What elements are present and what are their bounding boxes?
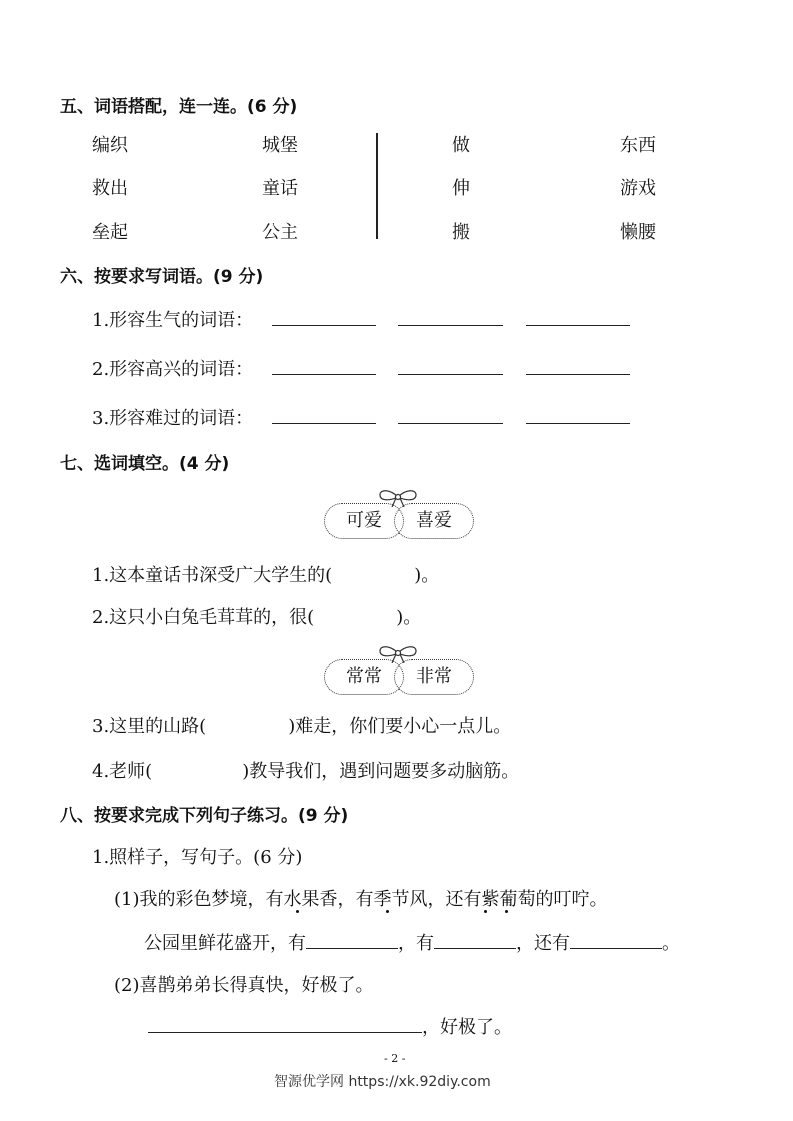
question-text: 1.这本童话书深受广大学生的( (92, 565, 333, 586)
question-text: )教导我们，遇到问题要多动脑筋。 (242, 761, 520, 782)
section5-heading: 五、词语搭配，连一连。(6 分) (60, 97, 298, 117)
example-sentence: (1)我的彩色梦境，有水果香，有季节风，还有紫葡萄的叮咛。 (114, 889, 608, 910)
answer-line[interactable] (398, 374, 503, 375)
question-text: )难走，你们要小心一点儿。 (288, 716, 512, 737)
column-divider (376, 133, 378, 239)
sentence-text: ，还有 (516, 933, 570, 954)
emphasis-dot (505, 910, 508, 913)
word-choice-box-2 (324, 643, 472, 703)
answer-line[interactable] (272, 374, 376, 375)
section7-heading: 七、选词填空。(4 分) (60, 454, 230, 474)
question-text: 4.老师( (92, 761, 153, 782)
question-text: )。 (414, 565, 440, 586)
word-choice-box-1 (324, 487, 472, 547)
sentence-text: ，有 (398, 933, 434, 954)
word-prompt-label: 3.形容难过的词语： (92, 408, 254, 429)
example-sentence: (2)喜鹊弟弟长得真快，好极了。 (114, 975, 374, 996)
word-option: 常常 (324, 659, 404, 695)
word-prompt-3 (92, 404, 253, 430)
imitation-sentence (148, 1013, 512, 1039)
match-left-word: 救出 (92, 178, 128, 199)
sentence-text: 公园里鲜花盛开，有 (144, 933, 306, 954)
answer-line[interactable] (272, 423, 376, 424)
fill-question-2 (92, 603, 421, 629)
answer-line[interactable] (526, 423, 630, 424)
match-left-target: 城堡 (262, 135, 298, 156)
question-text: 3.这里的山路( (92, 716, 207, 737)
sentence-text: ，好极了。 (422, 1017, 512, 1038)
fill-question-1 (92, 561, 439, 587)
emphasis-dot (296, 910, 299, 913)
word-option: 可爱 (324, 503, 404, 539)
imitation-sentence (144, 929, 680, 955)
answer-line[interactable] (398, 423, 503, 424)
match-right-word: 做 (452, 135, 470, 156)
answer-line[interactable] (148, 1014, 422, 1033)
word-prompt-1 (92, 306, 253, 332)
answer-line[interactable] (434, 930, 516, 949)
fill-question-4 (92, 757, 519, 783)
match-left-word: 编织 (92, 135, 128, 156)
answer-line[interactable] (306, 930, 398, 949)
answer-line[interactable] (526, 325, 630, 326)
word-prompt-label: 2.形容高兴的词语： (92, 359, 254, 380)
section6-heading: 六、按要求写词语。(9 分) (60, 267, 264, 287)
emphasis-dot (386, 910, 389, 913)
match-right-target: 东西 (620, 135, 656, 156)
sentence-text: 。 (662, 933, 680, 954)
subquestion-title: 1.照样子，写句子。(6 分) (92, 847, 303, 868)
fill-question-3 (92, 712, 511, 738)
question-text: )。 (396, 607, 422, 628)
match-right-target: 游戏 (620, 178, 656, 199)
word-option: 非常 (394, 659, 474, 695)
question-text: 2.这只小白兔毛茸茸的，很( (92, 607, 315, 628)
match-left-target: 公主 (262, 222, 298, 243)
page-number: - 2 - (384, 1052, 406, 1065)
word-prompt-label: 1.形容生气的词语： (92, 310, 254, 331)
answer-line[interactable] (272, 325, 376, 326)
watermark-text: 智源优学网 https://xk.92diy.com (274, 1074, 491, 1090)
match-right-word: 伸 (452, 178, 470, 199)
answer-line[interactable] (570, 930, 662, 949)
section8-heading: 八、按要求完成下列句子练习。(9 分) (60, 806, 349, 826)
word-prompt-2 (92, 355, 253, 381)
match-right-target: 懒腰 (620, 222, 656, 243)
match-left-target: 童话 (262, 178, 298, 199)
answer-line[interactable] (398, 325, 503, 326)
emphasis-dot (484, 910, 487, 913)
match-left-word: 垒起 (92, 222, 128, 243)
match-right-word: 搬 (452, 222, 470, 243)
word-option: 喜爱 (394, 503, 474, 539)
answer-line[interactable] (526, 374, 630, 375)
